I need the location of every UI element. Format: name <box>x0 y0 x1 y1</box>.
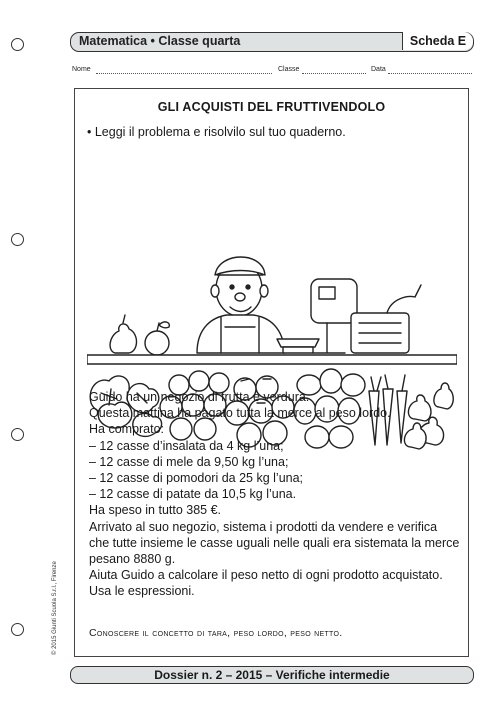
problem-line: – 12 casse d’insalata da 4 kg l’una; <box>89 438 284 453</box>
date-field[interactable] <box>388 73 472 74</box>
binder-hole-bottom <box>11 623 24 636</box>
sheet-label: Scheda E <box>402 32 473 50</box>
class-field[interactable] <box>302 73 366 74</box>
copyright-notice: © 2015 Giunti Scuola S.r.l., Firenze <box>52 561 58 655</box>
name-field[interactable] <box>96 73 272 74</box>
problem-line: Arrivato al suo negozio, sistema i prodotti da vendere e verifica <box>89 519 438 534</box>
problem-line: – 12 casse di patate da 10,5 kg l’una. <box>89 487 297 502</box>
problem-line: – 12 casse di pomodori da 25 kg l’una; <box>89 471 304 486</box>
worksheet-frame <box>74 88 469 657</box>
problem-line: Questa mattina ha pagato tutta la merce al peso lordo. <box>89 406 391 421</box>
date-label: Data <box>371 66 386 73</box>
instruction-text: • Leggi il problema e risolvilo sul tuo quaderno. <box>87 125 346 139</box>
problem-line: Usa le espressioni. <box>89 584 195 599</box>
binder-hole-top <box>11 38 24 51</box>
worksheet-title: GLI ACQUISTI DEL FRUTTIVENDOLO <box>157 100 386 114</box>
problem-line: Guido ha un negozio di frutta e verdura. <box>89 390 310 404</box>
header-bar <box>70 32 474 52</box>
problem-line: pesano 8880 g. <box>89 552 176 567</box>
binder-hole-upper <box>11 233 24 246</box>
learning-objective: Conoscere il concetto di tara, peso lordo, peso netto. <box>89 627 343 639</box>
problem-text <box>89 389 461 600</box>
footer-bar <box>70 666 474 684</box>
dossier-label: Dossier n. 2 – 2015 – Verifiche intermedie <box>154 668 390 682</box>
problem-line: – 12 casse di mele da 9,50 kg l’una; <box>89 454 289 469</box>
problem-line: Ha speso in tutto 385 €. <box>89 503 222 518</box>
problem-line: Aiuta Guido a calcolare il peso netto di ogni prodotto acquistato. <box>89 568 443 583</box>
class-label: Classe <box>278 66 300 73</box>
binder-hole-lower <box>11 428 24 441</box>
name-label: Nome <box>72 66 91 73</box>
subject-label: Matematica • Classe quarta <box>79 34 241 48</box>
problem-line: che tutte insieme le casse uguali nelle quali era sistemata la merce <box>89 535 460 550</box>
problem-line: Ha comprato: <box>89 422 165 437</box>
